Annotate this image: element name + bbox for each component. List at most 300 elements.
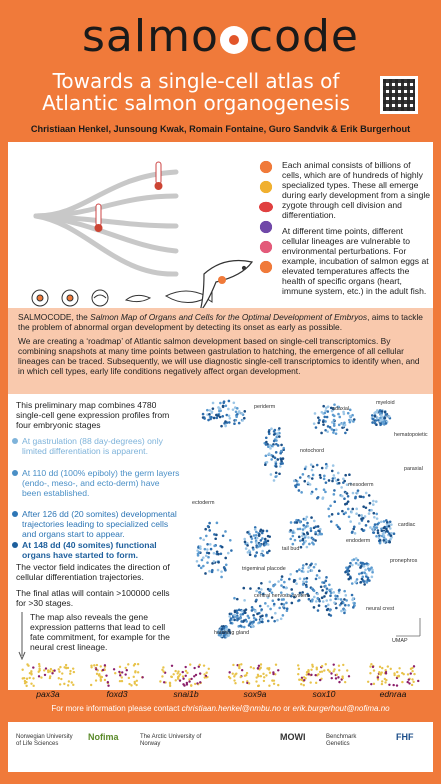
cell-point <box>302 567 305 570</box>
cell-point <box>358 514 361 517</box>
cell-point <box>280 450 283 453</box>
cell-point <box>303 578 306 581</box>
cell-point <box>388 523 391 526</box>
cell-point <box>345 566 348 569</box>
cell-point <box>344 594 347 597</box>
cell-point <box>349 415 352 418</box>
cell-point <box>272 455 275 458</box>
cell-point <box>213 552 216 555</box>
cell-point <box>383 527 386 530</box>
email-link-2[interactable]: erik.burgerhout@nofima.no <box>292 704 390 713</box>
cell-point <box>202 538 205 541</box>
cell-point <box>225 625 228 628</box>
expression-point <box>232 664 234 666</box>
stage-gastrulation: At gastrulation (88 day-degrees) only limited differentiation is apparent. <box>22 436 180 456</box>
cell-point <box>255 599 258 602</box>
expression-point <box>268 684 270 686</box>
cell-point <box>326 465 329 468</box>
expression-point <box>107 684 109 686</box>
cell-point <box>311 469 314 472</box>
cell-point <box>310 463 313 466</box>
cell-point <box>280 603 283 606</box>
cell-point <box>381 419 384 422</box>
expression-point <box>161 675 163 677</box>
cell-point <box>323 488 326 491</box>
cell-point <box>267 445 270 448</box>
expression-point <box>95 668 97 670</box>
expression-point <box>72 684 74 686</box>
content-panel <box>8 142 433 699</box>
cell-point <box>313 606 316 609</box>
expression-point <box>265 674 267 676</box>
cell-point <box>351 582 354 585</box>
expression-point <box>199 664 201 666</box>
expression-point <box>316 668 318 670</box>
cell-point <box>317 416 320 419</box>
stage-40-somites: At 148 dd (40 somites) functional organs have started to form. <box>22 540 180 560</box>
expression-point <box>325 663 327 665</box>
expression-point <box>134 682 136 684</box>
cell-point <box>317 525 320 528</box>
intro-paragraph-1: Each animal consists of billions of cells, which are of hundreds of highly specialized types. These all emerge during early development from a single zygote through cell division and differentiation. <box>282 160 431 220</box>
cell-point <box>269 447 272 450</box>
expression-point <box>61 672 63 674</box>
poster-subtitle: Towards a single-cell atlas of Atlantic salmon organogenesis <box>42 69 350 115</box>
cell-point <box>208 409 211 412</box>
cell-point <box>265 443 268 446</box>
cell-point <box>333 493 336 496</box>
cell-point <box>342 425 345 428</box>
expression-point <box>199 681 201 683</box>
cell-point <box>310 492 313 495</box>
cell-point <box>225 563 228 566</box>
expression-point <box>300 678 302 680</box>
email-link-1[interactable]: christiaan.henkel@nmbu.no <box>181 704 281 713</box>
expression-point <box>100 665 102 667</box>
cell-point <box>344 432 347 435</box>
expression-point <box>271 679 273 681</box>
expression-point <box>196 682 198 684</box>
expression-point <box>385 672 387 674</box>
expression-point <box>188 678 190 680</box>
cell-point <box>267 543 270 546</box>
cell-point <box>299 539 302 542</box>
expression-point <box>315 682 317 684</box>
cell-point <box>353 526 356 529</box>
cell-point <box>305 563 308 566</box>
expression-point <box>238 667 240 669</box>
cell-point <box>229 539 232 542</box>
cell-point <box>228 415 231 418</box>
expression-point <box>204 676 206 678</box>
cell-point <box>233 422 236 425</box>
cell-point <box>333 601 336 604</box>
cell-icon <box>254 158 278 176</box>
cell-point <box>252 614 255 617</box>
cell-point <box>206 543 209 546</box>
cell-point <box>337 478 340 481</box>
cell-point <box>311 477 314 480</box>
expression-point <box>240 663 242 665</box>
expression-point <box>396 671 398 673</box>
expression-point <box>32 666 34 668</box>
cell-point <box>313 589 316 592</box>
cell-point <box>371 421 374 424</box>
gene-label-pax3a: pax3a <box>36 689 60 699</box>
expression-point <box>275 663 277 665</box>
cell-point <box>352 606 355 609</box>
expression-point <box>90 684 92 686</box>
expression-point <box>176 672 178 674</box>
expression-point <box>59 666 61 668</box>
cell-point <box>288 578 291 581</box>
cell-point <box>289 529 292 532</box>
cell-point <box>267 620 270 623</box>
expression-point <box>58 671 60 673</box>
expression-point <box>266 667 268 669</box>
expression-point <box>25 685 27 687</box>
cell-point <box>335 429 338 432</box>
expression-point <box>90 666 92 668</box>
cell-point <box>233 619 236 622</box>
cell-point <box>308 543 311 546</box>
expression-point <box>95 679 97 681</box>
cell-point <box>365 506 368 509</box>
expression-point <box>297 664 299 666</box>
cell-point <box>301 535 304 538</box>
logo-mowi: MOWI <box>280 732 306 742</box>
cell-point <box>322 405 325 408</box>
cell-point <box>315 578 318 581</box>
cell-point <box>335 607 338 610</box>
cell-point <box>265 614 268 617</box>
cell-point <box>212 402 215 405</box>
cell-point <box>313 526 316 529</box>
expression-point <box>338 665 340 667</box>
expression-point <box>195 674 197 676</box>
cell-point <box>365 492 368 495</box>
expression-point <box>303 684 305 686</box>
expression-point <box>255 676 257 678</box>
cell-point <box>238 422 241 425</box>
qr-code-icon[interactable] <box>380 76 418 114</box>
cell-point <box>219 408 222 411</box>
cell-point <box>281 462 284 465</box>
gene-label-sox10: sox10 <box>312 689 336 699</box>
expression-point <box>30 673 32 675</box>
cell-point <box>248 533 251 536</box>
cell-point <box>251 625 254 628</box>
cell-point <box>238 609 241 612</box>
cell-point <box>388 415 391 418</box>
cell-point <box>260 588 263 591</box>
cell-point <box>249 553 252 556</box>
cell-point <box>304 518 307 521</box>
expression-point <box>260 663 262 665</box>
cell-point <box>369 502 372 505</box>
expression-point <box>330 672 332 674</box>
cell-point <box>338 482 341 485</box>
cell-point <box>273 433 276 436</box>
cell-point <box>266 530 269 533</box>
cell-point <box>222 405 225 408</box>
cell-point <box>279 465 282 468</box>
expression-point <box>388 684 390 686</box>
expression-point <box>183 684 185 686</box>
expression-point <box>40 676 42 678</box>
title-left: salmo <box>81 11 219 62</box>
expression-point <box>51 672 53 674</box>
cell-point <box>276 432 279 435</box>
cell-point <box>348 516 351 519</box>
cell-point <box>296 521 299 524</box>
cell-icon <box>254 178 278 196</box>
cell-point <box>315 488 318 491</box>
cell-point <box>368 494 371 497</box>
gene-label-ednraa: ednraa <box>379 689 407 699</box>
cell-point <box>243 599 246 602</box>
expression-point <box>411 678 413 680</box>
cell-point <box>361 528 364 531</box>
cell-point <box>359 495 362 498</box>
cell-point <box>236 598 239 601</box>
cell-point <box>285 602 288 605</box>
cell-point <box>267 535 270 538</box>
cell-point <box>364 515 367 518</box>
expression-point <box>327 669 329 671</box>
cell-point <box>332 591 335 594</box>
cell-point <box>318 419 321 422</box>
expression-point <box>63 683 65 685</box>
cell-point <box>330 520 333 523</box>
cell-point <box>243 417 246 420</box>
expression-point <box>323 669 325 671</box>
cell-point <box>247 615 250 618</box>
cell-point <box>258 533 261 536</box>
cell-point <box>389 520 392 523</box>
expression-point <box>47 671 49 673</box>
expression-point <box>381 680 383 682</box>
expression-point <box>107 681 109 683</box>
gene-label-foxd3: foxd3 <box>106 689 128 699</box>
cell-point <box>326 587 329 590</box>
cell-point <box>352 492 355 495</box>
cell-point <box>337 526 340 529</box>
gene-pattern-note: The map also reveals the gene expression patterns that lead to cell fate commitment, for example for the neural crest lineage. <box>30 612 170 652</box>
cell-point <box>282 586 285 589</box>
expression-point <box>59 683 61 685</box>
cell-point <box>353 558 356 561</box>
goal-paragraph-1: SALMOCODE, the Salmon Map of Organs and Cells for the Optimal Development of Embryos, aims to tackle the problem of abnormal organ development by detecting its onset as early as possible. <box>18 312 423 332</box>
expression-point <box>45 667 47 669</box>
expression-point <box>277 669 279 671</box>
expression-point <box>182 675 184 677</box>
cell-point <box>236 612 239 615</box>
cell-point <box>320 533 323 536</box>
expression-point <box>300 683 302 685</box>
cell-point <box>282 447 285 450</box>
expression-point <box>342 664 344 666</box>
cell-point <box>358 573 361 576</box>
expression-point <box>121 676 123 678</box>
expression-point <box>73 671 75 673</box>
cell-point <box>388 541 391 544</box>
cell-point <box>260 582 263 585</box>
cell-point <box>239 613 242 616</box>
expression-point <box>369 672 371 674</box>
contact-line: For more information please contact christiaan.henkel@nmbu.no or erik.burgerhout@nofima.no <box>51 704 390 713</box>
cell-point <box>376 526 379 529</box>
expression-point <box>58 677 60 679</box>
cell-point <box>323 478 326 481</box>
expression-point <box>310 669 312 671</box>
cell-point <box>351 531 354 534</box>
cell-point <box>362 496 365 499</box>
cell-point <box>260 618 263 621</box>
cell-point <box>325 481 328 484</box>
cell-point <box>227 552 230 555</box>
umap-label-cardiac: cardiac <box>398 522 416 528</box>
cell-point <box>251 609 254 612</box>
cell-point <box>291 602 294 605</box>
cell-point <box>343 422 346 425</box>
cell-point <box>368 512 371 515</box>
cell-point <box>301 570 304 573</box>
cell-point <box>202 413 205 416</box>
cell-point <box>251 622 254 625</box>
cell-point <box>244 541 247 544</box>
cell-point <box>325 580 328 583</box>
cell-point <box>251 537 254 540</box>
cell-point <box>327 405 330 408</box>
expression-point <box>69 670 71 672</box>
umap-label-periderm: periderm <box>254 404 276 410</box>
expression-point <box>177 678 179 680</box>
cell-point <box>289 538 292 541</box>
cell-point <box>333 424 336 427</box>
cell-point <box>385 413 388 416</box>
cell-point <box>384 411 387 414</box>
cell-point <box>277 444 280 447</box>
expression-point <box>188 680 190 682</box>
cell-point <box>344 511 347 514</box>
cell-point <box>207 525 210 528</box>
cell-point <box>382 539 385 542</box>
expression-point <box>333 663 335 665</box>
cell-point <box>218 410 221 413</box>
cell-point <box>255 544 258 547</box>
umap-label-ectoderm: ectoderm <box>192 500 215 506</box>
cell-point <box>312 465 315 468</box>
cell-point <box>239 625 242 628</box>
cell-point <box>343 413 346 416</box>
expression-point <box>30 683 32 685</box>
cell-point <box>264 543 267 546</box>
cell-point <box>306 522 309 525</box>
expression-point <box>171 665 173 667</box>
expression-point <box>381 667 383 669</box>
cell-point <box>268 432 271 435</box>
cell-point <box>352 597 355 600</box>
cell-point <box>266 461 269 464</box>
cell-point <box>314 412 317 415</box>
cell-point <box>360 565 363 568</box>
cell-point <box>207 556 210 559</box>
expression-point <box>314 674 316 676</box>
expression-point <box>263 676 265 678</box>
cell-point <box>220 570 223 573</box>
cell-point <box>357 489 360 492</box>
expression-point <box>411 684 413 686</box>
expression-point <box>238 664 240 666</box>
logo-benchmark: Benchmark Genetics <box>326 734 357 747</box>
cell-point <box>311 569 314 572</box>
cell-point <box>211 571 214 574</box>
cell-point <box>325 592 328 595</box>
cell-point <box>310 527 313 530</box>
expression-point <box>32 677 34 679</box>
expression-point <box>348 675 350 677</box>
umap-label-hatching-gland: hatching gland <box>214 630 250 636</box>
cell-point <box>355 512 358 515</box>
cell-point <box>280 584 283 587</box>
expression-point <box>390 668 392 670</box>
cell-point <box>372 500 375 503</box>
expression-point <box>114 672 116 674</box>
expression-point <box>258 665 260 667</box>
cell-point <box>273 430 276 433</box>
cell-point <box>364 568 367 571</box>
cell-point <box>378 534 381 537</box>
cell-point <box>213 533 216 536</box>
expression-point <box>277 684 279 686</box>
cell-point <box>280 578 283 581</box>
cell-point <box>302 580 305 583</box>
expression-point <box>68 680 70 682</box>
cell-point <box>275 465 278 468</box>
cell-point <box>346 570 349 573</box>
cell-point <box>245 547 248 550</box>
expression-point <box>38 663 40 665</box>
umap-label-mesoderm: mesoderm <box>348 482 374 488</box>
expression-point <box>260 675 262 677</box>
umap-label-notochord: notochord <box>300 448 324 454</box>
expression-point <box>413 665 415 667</box>
cell-point <box>240 620 243 623</box>
cell-point <box>241 610 244 613</box>
cell-point <box>379 412 382 415</box>
cell-point <box>273 479 276 482</box>
cell-point <box>328 479 331 482</box>
cell-point <box>213 417 216 420</box>
cell-point <box>363 583 366 586</box>
expression-point <box>43 669 45 671</box>
cell-point <box>208 529 211 532</box>
cell-point <box>342 481 345 484</box>
cell-point <box>371 576 374 579</box>
cell-point <box>241 419 244 422</box>
expression-point <box>193 667 195 669</box>
cell-point <box>301 539 304 542</box>
expression-point <box>71 681 73 683</box>
cell-point <box>347 604 350 607</box>
cell-point <box>320 432 323 435</box>
expression-point <box>134 670 136 672</box>
cell-point <box>312 474 315 477</box>
cell-point <box>245 620 248 623</box>
expression-point <box>298 668 300 670</box>
expression-point <box>411 670 413 672</box>
